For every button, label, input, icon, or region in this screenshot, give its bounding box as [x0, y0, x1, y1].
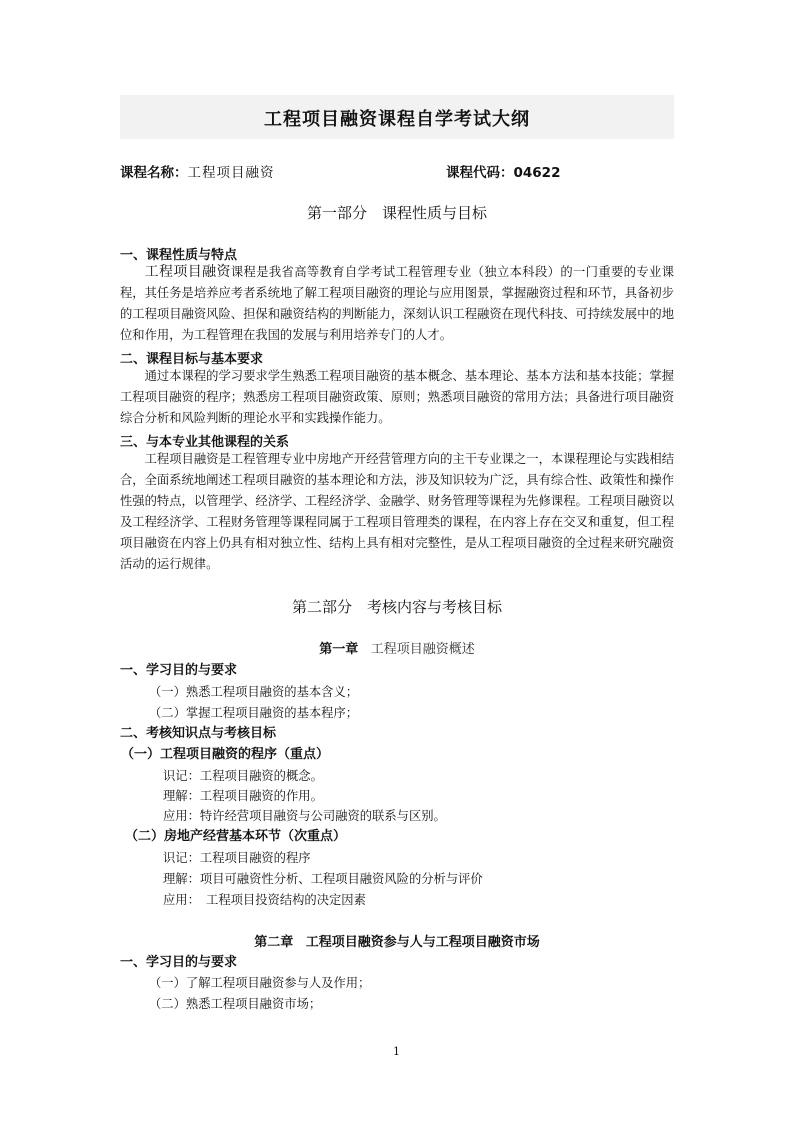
topic1-title: （一）工程项目融资的程序（重点）: [121, 747, 330, 762]
page-number: 1: [393, 1045, 400, 1058]
section3-paragraph: 工程项目融资是工程管理专业中房地产开经营管理方向的主干专业课之一，本课程理论与实践相结合，全面系统地阐述工程项目融资的基本理论和方法，涉及知识较为广泛，具有综合性、政策性和操作性强的特点，以管理学、经济学、工程经济学、金融学、财务管理等课程为先修课程。工程项目融资以及工程经济学、工程财务管理等课程同属于工程项目管理类的课程，在内容上存在交叉和重复，但工程项目融资在内容上仍具有相对独立性、结构上具有相对完整性，是从工程项目融资的全过程来研究融资活动的运行规律。: [120, 452, 674, 571]
chapter1-title: [120, 638, 674, 657]
chapter2-goal-2: （二）熟悉工程项目融资市场；: [149, 997, 322, 1011]
chapter1-knowledge-heading: 二、考核知识点与考核目标: [120, 726, 277, 741]
section2-heading: 二、课程目标与基本要求: [120, 352, 264, 367]
topic1-item-2: 理解：工程项目融资的作用。: [163, 789, 323, 803]
chapter2-goal-1: （一）了解工程项目融资参与人及作用；: [149, 976, 371, 990]
section1-lead: 工程项目融资: [144, 264, 231, 280]
chapter2-name: 工程项目融资参与人与工程项目融资市场: [305, 935, 540, 950]
section1-heading: 一、课程性质与特点: [120, 248, 238, 263]
topic2-item-3: 应用： 工程项目投资结构的决定因素: [163, 893, 366, 907]
part1-title: 第一部分 课程性质与目标: [306, 204, 487, 222]
topic1-item-1: 识记：工程项目融资的概念。: [163, 769, 323, 783]
course-code-label: 课程代码：: [446, 165, 514, 181]
chapter1-goal-1: （一）熟悉工程项目融资的基本含义；: [149, 685, 359, 699]
chapter1-goal-2: （二）掌握工程项目融资的基本程序；: [149, 706, 359, 720]
topic2-title: （二）房地产经营基本环节（次重点）: [125, 829, 347, 844]
topic2-item-2: 理解：项目可融资性分析、工程项目融资风险的分析与评价: [163, 872, 483, 886]
course-code-value: 04622: [513, 165, 561, 181]
course-name: [120, 161, 275, 181]
chapter1-name: 工程项目融资概述: [370, 642, 475, 657]
section2-paragraph: 通过本课程的学习要求学生熟悉工程项目融资的基本概念、基本理论、基本方法和基本技能；掌握工程项目融资的程序；熟悉房工程项目融资政策、原则；熟悉项目融资的常用方法；具备进行项目融资综合分析和风险判断的理论水平和实践操作能力。: [120, 369, 674, 425]
topic1-item-3: 应用：特许经营项目融资与公司融资的联系与区别。: [163, 809, 446, 823]
section3-heading: 三、与本专业其他课程的关系: [120, 435, 290, 450]
course-code: [446, 161, 560, 181]
document-title: 工程项目融资课程自学考试大纲: [264, 109, 530, 130]
course-name-value: 工程项目融资: [187, 165, 275, 181]
course-name-label: 课程名称：: [120, 165, 188, 181]
topic2-item-1: 识记：工程项目融资的程序: [163, 851, 311, 865]
chapter2-number: 第二章: [254, 935, 294, 950]
chapter1-number: 第一章: [319, 642, 359, 657]
chapter1-goals-heading: 一、学习目的与要求: [120, 663, 238, 678]
section1-text: 课程是我省高等教育自学考试工程管理专业（独立本科段）的一门重要的专业课程，其任务是培养应考者系统地了解工程项目融资的理论与应用图景，掌握融资过程和环节，具备初步的工程项目融资风险、担保和融资结构的判断能力，深刻认识工程融资在现代科技、可持续发展中的地位和作用，为工程管理在我国的发展与利用培养专门的人才。: [120, 265, 674, 342]
chapter2-title: [120, 931, 674, 950]
part2-title: 第二部分 考核内容与考核目标: [291, 598, 502, 616]
section1-paragraph: [120, 262, 674, 346]
chapter2-goals-heading: 一、学习目的与要求: [120, 955, 238, 970]
